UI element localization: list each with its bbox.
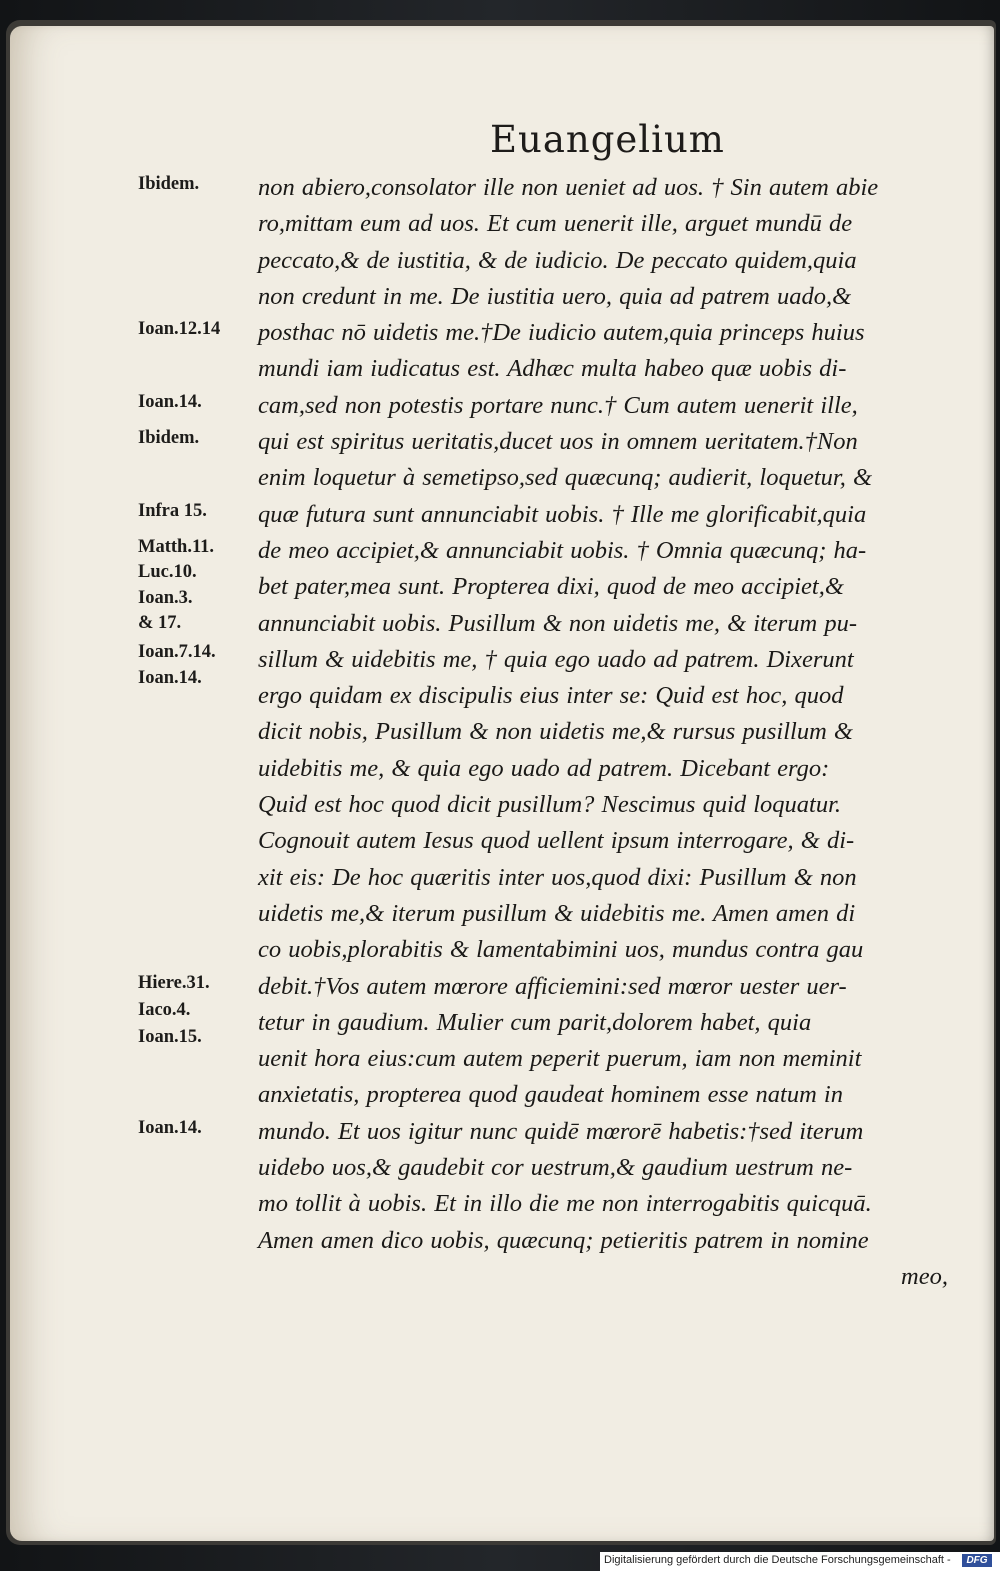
margin-note: Infra 15. — [138, 500, 207, 521]
text-line: peccato,& de iustitia, & de iudicio. De peccato quidem,quia — [258, 246, 857, 274]
margin-note: & 17. — [138, 613, 182, 634]
text-line: uidebo uos,& gaudebit cor uestrum,& gaudium uestrum ne- — [258, 1154, 853, 1182]
margin-note: Ioan.14. — [138, 391, 202, 412]
margin-note: Ioan.15. — [138, 1027, 202, 1048]
margin-note: Hiere.31. — [138, 972, 210, 993]
text-line: qui est spiritus ueritatis,ducet uos in omnem ueritatem.†Non — [258, 428, 858, 456]
text-line: tetur in gaudium. Mulier cum parit,dolorem habet, quia — [258, 1008, 812, 1036]
text-line: sillum & uidebitis me, † quia ego uado ad patrem. Dixerunt — [258, 645, 854, 673]
text-line: mundo. Et uos igitur nunc quidē mœrorē habetis:†sed iterum — [258, 1117, 864, 1145]
text-line: enim loquetur à semetipso,sed quæcunq; audierit, loquetur, & — [258, 464, 872, 492]
dfg-logo: DFG — [962, 1554, 992, 1567]
text-line: mo tollit à uobis. Et in illo die me non interrogabitis quicquā. — [258, 1190, 872, 1218]
margin-note: Ioan.3. — [138, 587, 193, 608]
text-line: anxietatis, propterea quod gaudeat hominem esse natum in — [258, 1081, 843, 1109]
text-line: Amen amen dico uobis, quæcunq; petieritis patrem in nomine — [258, 1226, 869, 1254]
margin-note: Ioan.7.14. — [138, 642, 216, 663]
text-line: Cognouit autem Iesus quod uellent ipsum interrogare, & di- — [258, 827, 855, 855]
margin-note: Luc.10. — [138, 562, 197, 583]
margin-note: Ibidem. — [138, 428, 200, 449]
margin-note: Iaco.4. — [138, 999, 191, 1020]
text-line: Quid est hoc quod dicit pusillum? Nescimus quid loquatur. — [258, 791, 842, 819]
text-line: uidebitis me, & quia ego uado ad patrem. Dicebant ergo: — [258, 754, 830, 782]
margin-note: Ibidem. — [138, 174, 200, 194]
page-title: Euangelium — [490, 118, 725, 161]
margin-note: Ioan.14. — [138, 667, 202, 688]
main-text-block — [258, 170, 958, 1295]
text-line: annunciabit uobis. Pusillum & non uidetis me, & iterum pu- — [258, 609, 858, 637]
margin-note: Matth.11. — [138, 537, 215, 557]
margin-note: Ioan.12.14 — [138, 319, 221, 340]
text-line: debit.†Vos autem mœrore afficiemini:sed mœror uester uer- — [258, 972, 847, 1000]
margin-note: Ioan.14. — [138, 1117, 202, 1138]
text-line: xit eis: De hoc quæritis inter uos,quod dixi: Pusillum & non — [258, 863, 857, 891]
text-line: posthac nō uidetis me.†De iudicio autem,quia princeps huius — [258, 319, 865, 347]
text-line: non credunt in me. De iustitia uero, quia ad patrem uado,& — [258, 282, 852, 310]
footer-credit: Digitalisierung gefördert durch die Deutsche Forschungsgemeinschaft - — [604, 1554, 951, 1566]
text-line: de meo accipiet,& annunciabit uobis. † Omnia quæcunq; ha- — [258, 536, 867, 564]
text-line: uidetis me,& iterum pusillum & uidebitis me. Amen amen di — [258, 899, 856, 927]
text-line: meo, — [901, 1262, 948, 1290]
text-line: uenit hora eius:cum autem peperit puerum, iam non meminit — [258, 1045, 862, 1073]
text-line: mundi iam iudicatus est. Adhæc multa habeo quæ uobis di- — [258, 355, 847, 383]
text-line: bet pater,mea sunt. Propterea dixi, quod de meo accipiet,& — [258, 573, 844, 601]
text-line: ro,mittam eum ad uos. Et cum uenerit ille, arguet mundū de — [258, 210, 853, 238]
text-line: quæ futura sunt annunciabit uobis. † Ille me glorificabit,quia — [258, 500, 867, 528]
text-line: dicit nobis, Pusillum & non uidetis me,& rursus pusillum & — [258, 718, 853, 746]
text-line: co uobis,plorabitis & lamentabimini uos, mundus contra gau — [258, 936, 864, 964]
text-line: ergo quidam ex discipulis eius inter se: Quid est hoc, quod — [258, 682, 844, 710]
text-line: non abiero,consolator ille non ueniet ad uos. † Sin autem abie — [258, 174, 879, 201]
text-line: cam,sed non potestis portare nunc.† Cum autem uenerit ille, — [258, 391, 858, 419]
